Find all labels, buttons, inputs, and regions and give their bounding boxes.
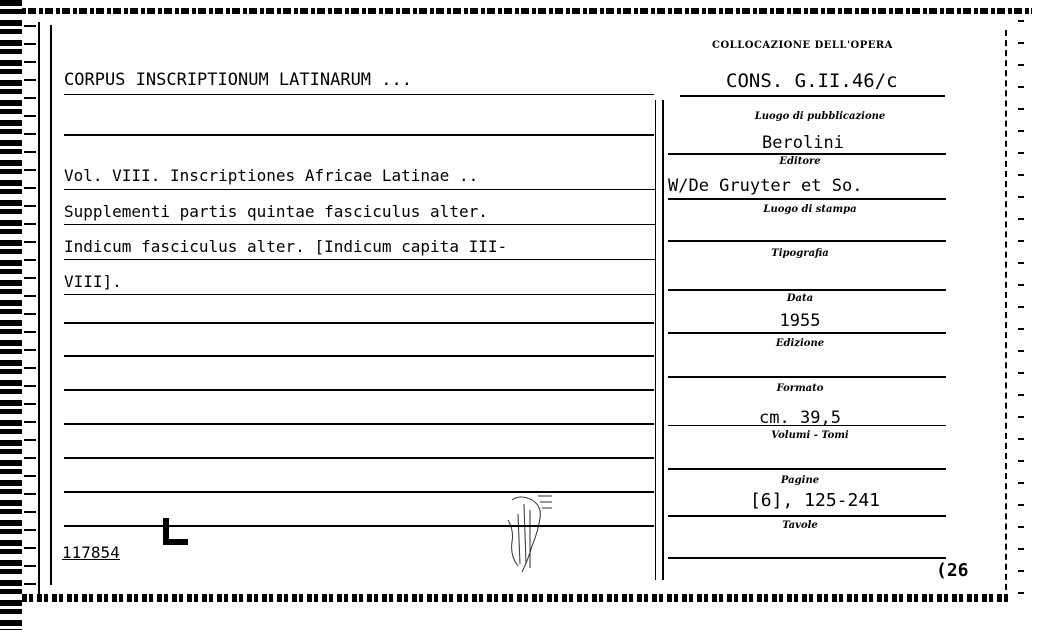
description-line-1: Vol. VIII. Inscriptiones Africae Latinae .. <box>64 166 479 185</box>
collocation-value: CONS. G.II.46/c <box>726 70 898 92</box>
description-line-2: Supplementi partis quintae fasciculus alter. <box>64 202 488 221</box>
title-underline <box>64 94 654 95</box>
collocation-header: COLLOCAZIONE DELL'OPERA <box>712 40 893 51</box>
rule-line <box>668 240 946 242</box>
edition-label: Edizione <box>775 338 825 349</box>
rule-line <box>668 515 946 517</box>
rule-line <box>668 153 946 155</box>
rule-line <box>668 289 946 291</box>
handwritten-mark <box>160 516 194 550</box>
place-of-publication-value: Berolini <box>762 133 844 153</box>
rule-line <box>64 457 654 459</box>
description-line-4: VIII]. <box>64 272 122 291</box>
rule-line <box>64 355 654 357</box>
rule-line <box>668 425 946 426</box>
date-label: Data <box>786 293 814 304</box>
rule-line <box>64 423 654 425</box>
card-border-right <box>1005 30 1007 600</box>
printer-label: Tipografia <box>771 248 829 259</box>
rule-line <box>64 189 656 190</box>
rule-line <box>668 557 946 559</box>
rule-line <box>668 468 946 470</box>
inventory-number: 117854 <box>62 543 120 562</box>
rule-line <box>64 491 654 493</box>
corner-mark: (26 <box>936 560 969 581</box>
scan-left-edge <box>0 0 22 630</box>
collocation-underline <box>680 95 945 97</box>
volumes-label: Volumi - Tomi <box>771 430 849 441</box>
format-value: cm. 39,5 <box>759 408 841 428</box>
rule-line <box>668 198 946 200</box>
rule-line <box>64 322 654 324</box>
place-of-printing-label: Luogo di stampa <box>763 204 857 215</box>
rule-line <box>64 259 656 260</box>
title-text: CORPUS INSCRIPTIONUM LATINARUM ... <box>64 70 412 90</box>
left-margin-ticks <box>24 25 36 585</box>
field-box-left-border <box>662 100 664 580</box>
scan-top-edge <box>22 8 1032 14</box>
format-label: Formato <box>776 383 824 394</box>
publisher-value: W/De Gruyter et So. <box>668 176 863 196</box>
field-box-divider <box>655 100 656 580</box>
rule-line <box>64 389 654 391</box>
rule-line <box>64 224 656 225</box>
plates-label: Tavole <box>782 520 818 531</box>
rule-line <box>64 134 654 136</box>
place-of-publication-label: Luogo di pubblicazione <box>754 111 886 122</box>
description-line-3: Indicum fasciculus alter. [Indicum capita III- <box>64 237 508 256</box>
stamp-smudge <box>498 490 558 578</box>
date-value: 1955 <box>779 311 821 331</box>
rule-line <box>64 294 656 295</box>
scan-bottom-edge <box>22 594 1012 602</box>
rule-line <box>64 525 654 527</box>
pages-value: [6], 125-241 <box>749 490 881 511</box>
scan-right-edge <box>1018 20 1024 600</box>
pages-label: Pagine <box>780 475 820 486</box>
rule-line <box>668 332 946 334</box>
rule-line <box>668 376 946 378</box>
card-border-left-margin <box>50 25 52 585</box>
publisher-label: Editore <box>779 156 821 167</box>
card-border-left <box>38 22 40 600</box>
